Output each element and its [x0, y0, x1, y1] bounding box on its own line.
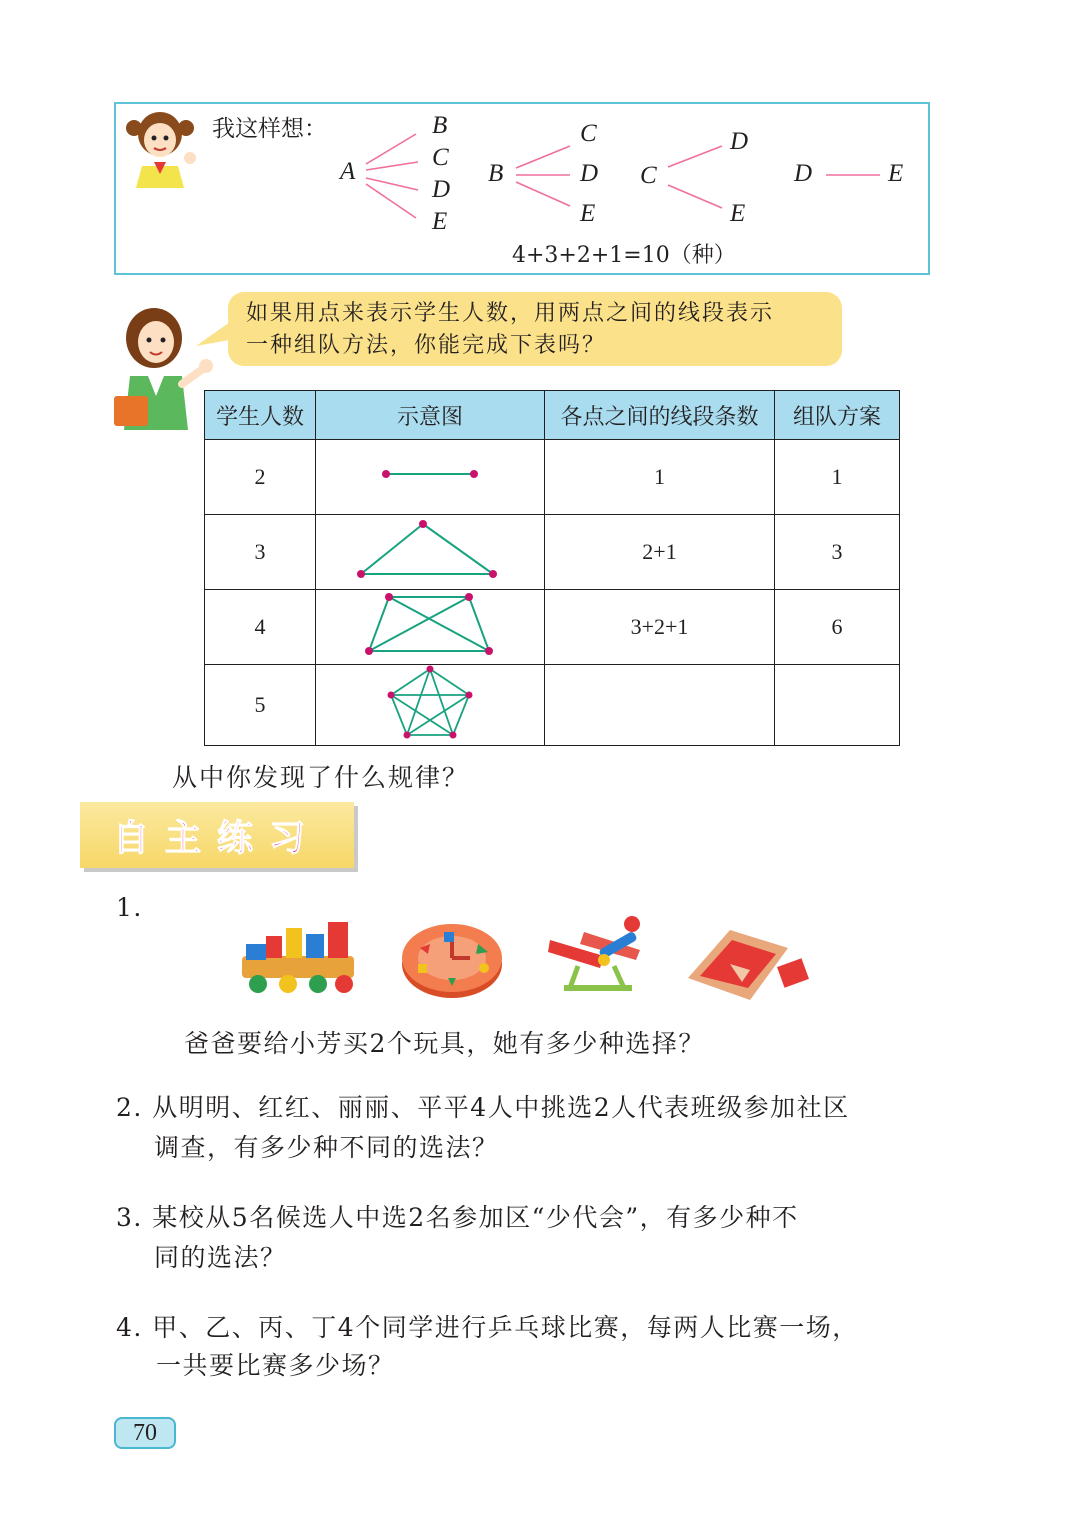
pattern-question: 从中你发现了什么规律？ — [172, 763, 470, 792]
exercise-1-number: 1. — [116, 893, 143, 922]
table-row — [205, 440, 900, 515]
formula: 4+3+2+1=10（种） — [512, 243, 736, 268]
header-segments: 各点之间的线段条数 — [545, 391, 775, 440]
tree-root-d: D — [794, 160, 813, 187]
teams-table — [204, 390, 900, 746]
exercise-2-line-1: 2. 从明明、红红、丽丽、平平4人中挑选2人代表班级参加社区 — [116, 1093, 850, 1122]
header-students: 学生人数 — [205, 391, 316, 440]
tree-a-child-d: D — [432, 176, 451, 203]
exercise-2-line-2: 调查，有多少种不同的选法？ — [154, 1133, 499, 1162]
cell-segments: 2+1 — [545, 515, 775, 590]
cell-students: 4 — [205, 590, 316, 665]
bubble-line-2: 一种组队方法，你能完成下表吗？ — [246, 333, 607, 358]
tree-root-a: A — [340, 158, 356, 185]
girl-student-icon — [118, 104, 202, 194]
tree-b-child-e: E — [580, 200, 596, 227]
exercise-banner — [80, 802, 354, 868]
cell-plans: 3 — [775, 515, 900, 590]
five-point-diagram — [385, 665, 475, 739]
tree-b-child-c: C — [580, 120, 597, 147]
toy-train-icon — [236, 914, 362, 1000]
cell-diagram — [316, 440, 545, 515]
tree-d-child-e: E — [888, 160, 904, 187]
cell-plans — [775, 665, 900, 746]
banner-title: 自主练习 — [112, 817, 321, 859]
toy-plane-icon — [544, 910, 652, 1004]
tree-c-child-d: D — [730, 128, 749, 155]
bubble-line-1: 如果用点来表示学生人数，用两点之间的线段表示 — [246, 301, 775, 326]
header-diagram: 示意图 — [316, 391, 545, 440]
cell-students: 5 — [205, 665, 316, 746]
tree-a-child-e: E — [432, 208, 448, 235]
cell-diagram — [316, 665, 545, 746]
three-point-diagram — [355, 516, 505, 582]
exercise-4-line-2: 一共要比赛多少场？ — [156, 1351, 395, 1380]
four-point-diagram — [365, 591, 495, 657]
cell-diagram — [316, 590, 545, 665]
thinking-label: 我这样想： — [212, 116, 327, 142]
cell-plans: 1 — [775, 440, 900, 515]
tree-diagram — [330, 112, 930, 242]
table-header-row — [205, 391, 900, 440]
shape-clock-icon — [398, 914, 506, 1002]
cell-students: 2 — [205, 440, 316, 515]
tree-root-b: B — [488, 160, 504, 187]
cell-segments — [545, 665, 775, 746]
cell-segments: 1 — [545, 440, 775, 515]
cell-plans: 6 — [775, 590, 900, 665]
tree-root-c: C — [640, 162, 657, 189]
tree-b-child-d: D — [580, 160, 599, 187]
cell-students: 3 — [205, 515, 316, 590]
tree-a-child-b: B — [432, 112, 448, 139]
two-point-diagram — [370, 459, 490, 489]
table-row — [205, 590, 900, 665]
table-row — [205, 665, 900, 746]
exercise-3-line-1: 3. 某校从5名候选人中选2名参加区“少代会”，有多少种不 — [116, 1203, 799, 1232]
header-plans: 组队方案 — [775, 391, 900, 440]
speech-bubble — [228, 292, 842, 366]
tree-c-child-e: E — [730, 200, 746, 227]
exercise-1-text: 爸爸要给小芳买2个玩具，她有多少种选择？ — [184, 1029, 705, 1058]
tangram-box-icon — [684, 926, 816, 1002]
exercise-3-line-2: 同的选法？ — [154, 1243, 287, 1272]
table-row — [205, 515, 900, 590]
cell-segments: 3+2+1 — [545, 590, 775, 665]
tree-a-child-c: C — [432, 144, 449, 171]
exercise-4-line-1: 4. 甲、乙、丙、丁4个同学进行乒乓球比赛，每两人比赛一场， — [116, 1313, 859, 1342]
cell-diagram — [316, 515, 545, 590]
page-number: 70 — [114, 1417, 176, 1449]
